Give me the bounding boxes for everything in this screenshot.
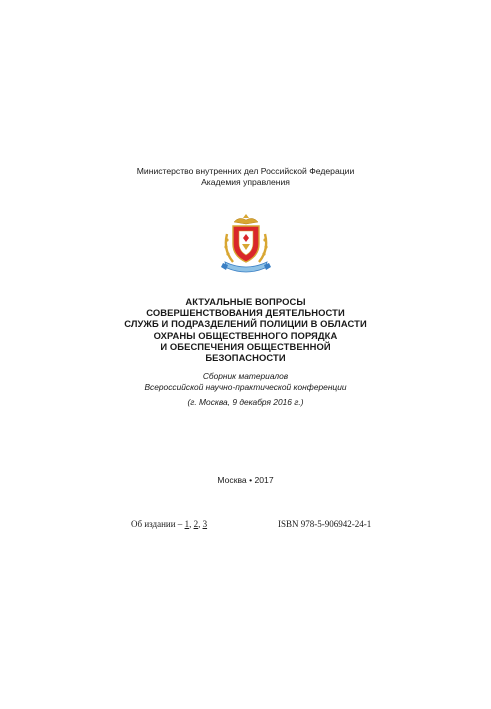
title-line: БЕЗОПАСНОСТИ (205, 352, 286, 364)
document-title (0, 296, 491, 363)
editions-prefix: Об издании – (131, 519, 185, 529)
title-line: И ОБЕСПЕЧЕНИЯ ОБЩЕСТВЕННОЙ (160, 340, 331, 352)
academy-name: Академия управления (201, 177, 290, 187)
title-line: АКТУАЛЬНЫЕ ВОПРОСЫ (185, 296, 306, 307)
edition-link-1[interactable]: 1 (184, 519, 190, 529)
edition-link-3[interactable]: 3 (202, 519, 208, 529)
ministry-name: Министерство внутренних дел Российской Федерации (136, 166, 355, 176)
title-line: СОВЕРШЕНСТВОВАНИЯ ДЕЯТЕЛЬНОСТИ (146, 307, 345, 319)
subtitle-line: Всероссийской научно-практической конференции (144, 382, 347, 392)
edition-link-2[interactable]: 2 (193, 519, 199, 529)
publisher-header (0, 166, 491, 188)
editions-info: Об издании – 1, 2, 3 (131, 519, 208, 529)
city-year: Москва • 2017 (217, 475, 274, 485)
mvd-emblem-icon (219, 210, 273, 274)
title-line: СЛУЖБ И ПОДРАЗДЕЛЕНИЙ ПОЛИЦИИ В ОБЛАСТИ (124, 318, 367, 330)
subtitle-line: Сборник материалов (202, 371, 289, 381)
conference-date: (г. Москва, 9 декабря 2016 г.) (187, 397, 304, 407)
document-subtitle (0, 371, 491, 393)
title-line: ОХРАНЫ ОБЩЕСТВЕННОГО ПОРЯДКА (153, 329, 338, 341)
isbn: ISBN 978-5-906942-24-1 (278, 519, 372, 529)
